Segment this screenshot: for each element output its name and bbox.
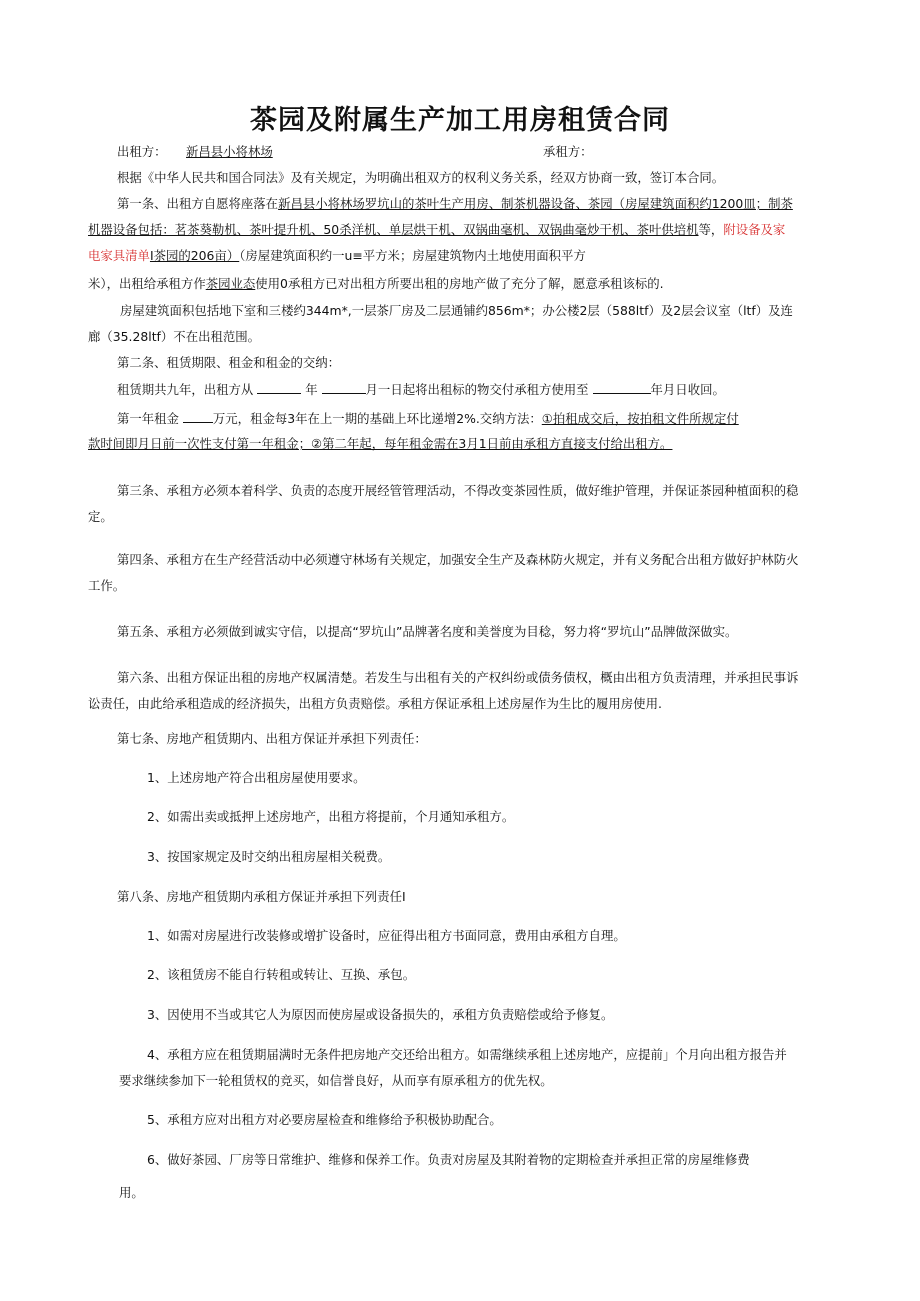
article-6-line-1: 第六条、出租方保证出租的房地产权属清楚。若发生与出租有关的产权纠纷或债务债权，概由出租方负责清理，并承担民事诉: [117, 670, 799, 685]
article-1-text: 等，: [698, 222, 724, 237]
article-1-line-6: 廊（35.28ltf）不在出租范围。: [88, 329, 261, 344]
lessee-label: 承租方：: [543, 144, 593, 159]
blank-field: [257, 381, 301, 394]
lessor-label: 出租方：: [117, 144, 167, 159]
article-1-attachment-note: 电家具清单: [88, 248, 150, 263]
article-2-heading: 第二条、租赁期限、租金和租金的交纳：: [117, 355, 341, 370]
article-3-line-2: 定。: [88, 509, 113, 524]
preamble: 根据《中华人民共和国合同法》及有关规定，为明确出租双方的权利义务关系，经双方协商一致，签订本合同。: [117, 170, 725, 185]
article-1-equipment: 机器设备包括：茗茶葵勒机、茶叶提升机、50杀洋机、单层烘干机、双锅曲毫机、双锅曲毫炒干机、茶叶供培机: [88, 222, 699, 237]
article-6-line-2: 讼责任，由此给承租造成的经济损失，出租方负责赔偿。承租方保证承租上述房屋作为生比的履用房使用.: [88, 696, 662, 711]
article-1-text: （房屋建筑面积约一u≡平方米；房屋建筑物内土地使用面积平方: [239, 248, 586, 263]
article-1-line-4: [88, 276, 664, 292]
article-2-text: 万元，租金每3年在上一期的基础上环比递增2%.交纳方法：: [212, 411, 542, 426]
article-2-text: 月一日起将出租标的物交付承租方使用至: [365, 382, 589, 397]
article-2-text: 租赁期共九年，出租方从: [117, 382, 254, 397]
article-1-tea-garden: I茶园的206亩）: [149, 248, 240, 263]
blank-field: [593, 381, 651, 394]
article-2-line-3: 款时间即月日前一次性支付第一年租金；②第二年起，每年租金需在3月1日前由承租方直接支付给出租方。: [88, 436, 673, 451]
article-8-item-5: 5、承租方应对出租方对必要房屋检查和维修给予积极协助配合。: [147, 1112, 502, 1127]
article-3-line-1: 第三条、承租方必须本着科学、负责的态度开展经管管理活动，不得改变茶园性质，做好维护管理，并保证茶园种植面积的稳: [117, 483, 799, 498]
article-8-item-4-line-1: 4、承租方应在租赁期届满时无条件把房地产交还给出租方。如需继续承租上述房地产，应提前」个月向出租方报告并: [147, 1047, 787, 1062]
article-8-item-6-line-1: 6、做好茶园、厂房等日常维护、维修和保养工作。负责对房屋及其附着物的定期检查并承担正常的房屋维修费: [147, 1152, 750, 1167]
article-2-text: 第一年租金: [117, 411, 179, 426]
article-5: 第五条、承租方必须做到诚实守信，以提高“罗坑山”品牌著名度和美誉度为目稔，努力将“罗坑山”品牌做深做实。: [117, 624, 738, 639]
article-8-item-6-line-2: 用。: [119, 1185, 144, 1200]
article-1-text: 第一条、出租方自愿将座落在: [117, 196, 279, 211]
article-8-heading: 第八条、房地产租赁期内承租方保证并承担下列责任I: [117, 889, 406, 904]
article-1-text: 米），出租给承租方作: [88, 276, 206, 291]
article-1-line-2: [88, 222, 785, 238]
article-2-line-2: [117, 410, 739, 427]
article-8-item-2: 2、该租赁房不能自行转租或转让、互换、承包。: [147, 967, 416, 982]
article-1-usage: 茶园业态: [205, 276, 256, 291]
article-7-item-3: 3、按国家规定及时交纳出租房屋相关税费。: [147, 849, 391, 864]
article-2-payment-method: ①拍租成交后，按拍租文件所规定付: [541, 411, 739, 426]
document-title: 茶园及附属生产加工用房租赁合同: [250, 105, 670, 136]
article-7-item-1: 1、上述房地产符合出租房屋使用要求。: [147, 770, 366, 785]
article-8-item-3: 3、因使用不当或其它人为原因而使房屋或设备损失的，承租方负责赔偿或给予修复。: [147, 1007, 614, 1022]
article-2-text: 年: [305, 382, 318, 397]
article-4-line-2: 工作。: [88, 578, 126, 593]
blank-field: [322, 381, 366, 394]
article-1-text: 使用0承租方已对出租方所要出租的房地产做了充分了解，愿意承租该标的.: [255, 276, 664, 291]
article-7-item-2: 2、如需出卖或抵押上述房地产，出租方将提前，个月通知承租方。: [147, 809, 515, 824]
article-1-line-3: [88, 248, 586, 264]
article-8-item-4-line-2: 要求继续参加下一轮租赁权的竞买，如信誉良好，从而享有原承租方的优先权。: [119, 1073, 553, 1088]
article-8-item-1: 1、如需对房屋进行改装修或增扩设备时，应征得出租方书面同意，费用由承租方自理。: [147, 928, 626, 943]
article-1-property: 新昌县小将林场罗坑山的茶叶生产用房、制茶机器设备、茶园（房屋建筑面积约1200皿；制茶: [278, 196, 793, 211]
article-4-line-1: 第四条、承租方在生产经营活动中必须遵守林场有关规定，加强安全生产及森林防火规定，并有义务配合出租方做好护林防火: [117, 552, 799, 567]
blank-field: [183, 410, 213, 423]
article-2-text: 年月日收回。: [650, 382, 725, 397]
article-2-line-1: [117, 381, 725, 398]
article-1-line-1: [117, 196, 793, 212]
article-1-attachment-note: 附设备及家: [723, 222, 786, 237]
article-7-heading: 第七条、房地产租赁期内、出租方保证并承担下列责任：: [117, 731, 427, 746]
lessor-name: 新昌县小将林场: [186, 144, 273, 159]
article-1-line-5: 房屋建筑面积包括地下室和三楼约344m*,一层茶厂房及二层通铺约856m*；办公楼2层（588ltf）及2层会议室（ltf）及连: [120, 303, 793, 318]
